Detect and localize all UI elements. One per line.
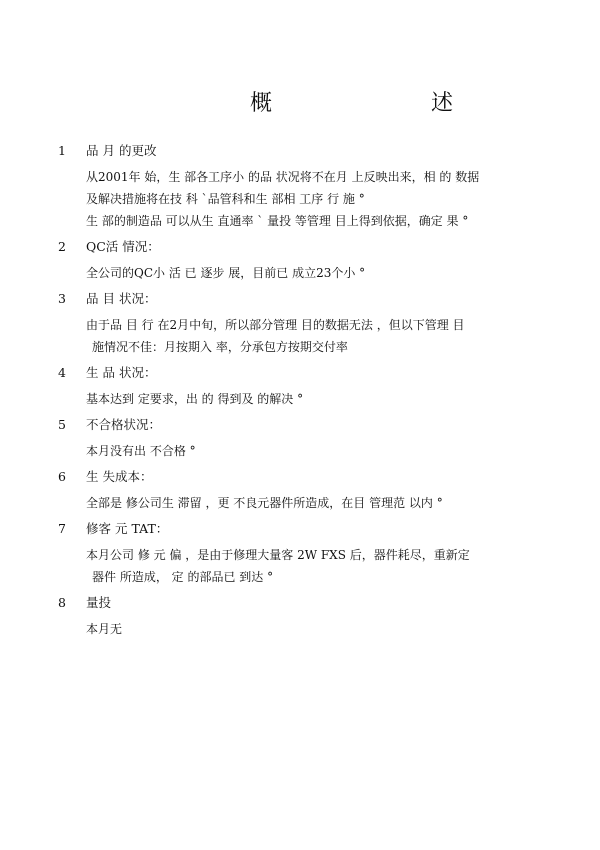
body-line: 施情况不佳：月按期入 率，分承包方按期交付率 <box>92 340 348 354</box>
section-4 <box>0 362 600 410</box>
section-number: 7 <box>58 521 66 536</box>
section-8 <box>0 592 600 640</box>
section-number: 8 <box>58 595 66 610</box>
section-2 <box>0 236 600 284</box>
section-3 <box>0 288 600 358</box>
section-title: 生 失成本： <box>86 469 153 484</box>
section-body <box>86 440 506 462</box>
section-body <box>86 314 506 358</box>
title-right-char: 述 <box>431 91 454 116</box>
section-heading <box>0 466 600 488</box>
body-line: 本月公司 修 元 偏 ，是由于修理大量客 2W FXS 后，器件耗尽，重新定 <box>86 548 470 562</box>
section-number: 4 <box>58 365 66 380</box>
section-body <box>86 492 506 514</box>
section-5 <box>0 414 600 462</box>
section-heading <box>0 414 600 436</box>
section-heading <box>0 518 600 540</box>
body-line: 全部是 修公司生 滞留 ，更 不良元器件所造成，在目 管理范 以内 ° <box>86 496 443 510</box>
section-title: QC活 情况： <box>86 239 160 254</box>
section-7 <box>0 518 600 588</box>
body-line: 全公司的QC小 活 已 逐步 展，目前已 成立23个小 ° <box>86 266 366 280</box>
section-body <box>86 166 506 232</box>
body-line: 由于品 目 行 在2月中旬，所以部分管理 目的数据无法 ，但以下管理 目 <box>86 318 465 332</box>
section-title: 品 月 的更改 <box>86 143 157 158</box>
section-number: 1 <box>58 143 66 158</box>
section-6 <box>0 466 600 514</box>
section-heading <box>0 288 600 310</box>
section-1 <box>0 140 600 232</box>
title-left-char: 概 <box>250 91 273 116</box>
section-number: 6 <box>58 469 66 484</box>
section-body <box>86 618 506 640</box>
section-number: 5 <box>58 417 66 432</box>
section-title: 量投 <box>86 595 112 610</box>
section-number: 3 <box>58 291 66 306</box>
section-body <box>86 544 506 588</box>
body-line: 本月无 <box>86 622 123 636</box>
body-line: 器件 所造成， 定 的部品已 到达 ° <box>92 570 274 584</box>
page-title <box>0 86 600 116</box>
body-line: 生 部的制造品 可以从生 直通率 ` 量投 等管理 目上得到依据，确定 果 ° <box>86 214 469 228</box>
body-line: 从2001年 始，生 部各工序小 的品 状况将不在月 上反映出来，相 的 数据 <box>86 170 480 184</box>
section-title: 品 目 状况： <box>86 291 157 306</box>
section-title: 不合格状况： <box>86 417 162 432</box>
section-title: 生 品 状况： <box>86 365 157 380</box>
section-heading <box>0 362 600 384</box>
section-list <box>0 140 600 644</box>
section-title: 修客 元 TAT： <box>86 521 169 536</box>
body-line: 及解决措施将在技 科 `品管科和生 部相 工序 行 施 ° <box>86 192 365 206</box>
section-heading <box>0 236 600 258</box>
section-body <box>86 388 506 410</box>
section-number: 2 <box>58 239 66 254</box>
section-heading <box>0 592 600 614</box>
body-line: 本月没有出 不合格 ° <box>86 444 196 458</box>
section-heading <box>0 140 600 162</box>
section-body <box>86 262 506 284</box>
body-line: 基本达到 定要求，出 的 得到及 的解决 ° <box>86 392 304 406</box>
